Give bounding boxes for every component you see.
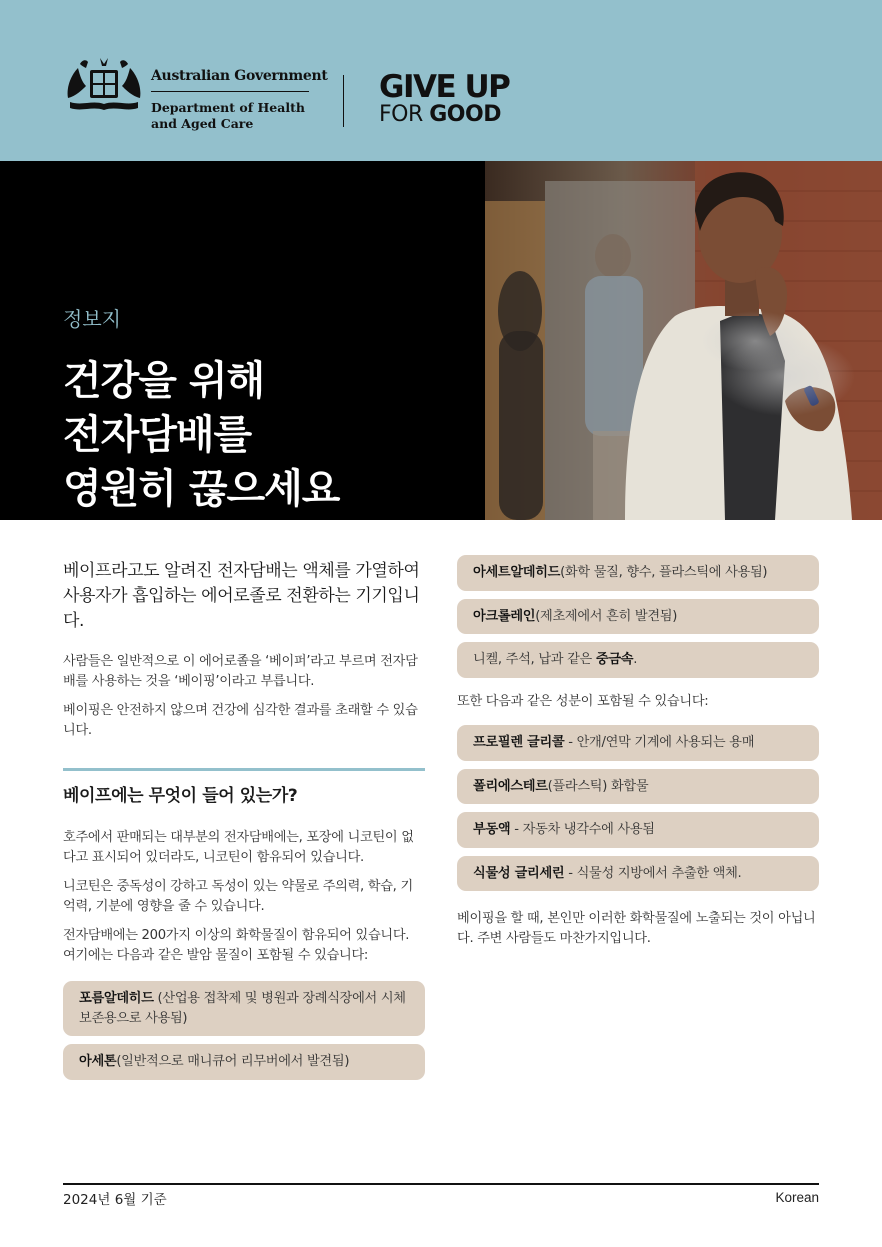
intro-lead: 베이프라고도 알려진 전자담배는 액체를 가열하여 사용자가 흡입하는 에어로졸로 전환하는 기기입니다. (63, 561, 420, 631)
chemical-description: - 안개/연막 기계에 사용되는 용매 (564, 735, 755, 750)
chemical-name: 포름알데히드 (79, 991, 154, 1006)
campaign-line-2 (379, 102, 509, 128)
chemical-prefix: 니켈, 주석, 납과 같은 (473, 652, 596, 667)
coat-of-arms-icon (62, 56, 146, 114)
section-heading: 베이프에는 무엇이 들어 있는가? (63, 786, 298, 806)
chemical-name: 프로필렌 글리콜 (473, 735, 565, 750)
right-column (457, 555, 819, 958)
chemical-description: (산업용 접착제 및 병원과 장례식장에서 시체 보존용으로 사용됨) (79, 991, 406, 1026)
hero-section (0, 161, 882, 520)
chemicals-paragraph: 전자담배에는 200가지 이상의 화학물질이 함유되어 있습니다. 여기에는 다음과 같은 발암 물질이 포함될 수 있습니다: (63, 928, 410, 963)
intro-paragraph-2: 베이핑은 안전하지 않으며 건강에 심각한 결과를 초래할 수 있습니다. (63, 703, 418, 738)
dept-line-1: Department of Health (151, 100, 305, 115)
chemical-name: 중금속 (595, 652, 634, 667)
title-line-2: 전자담배를 (63, 412, 252, 458)
chemical-box-acrolein (457, 599, 819, 635)
fact-sheet-label: 정보지 (63, 307, 121, 331)
chemical-name: 식물성 글리세린 (473, 865, 565, 881)
dept-line-2: and Aged Care (151, 116, 254, 131)
chemical-name: 아세톤 (79, 1054, 117, 1069)
chemical-box-formaldehyde (63, 981, 425, 1036)
closing-paragraph: 베이핑을 할 때, 본인만 이러한 화학물질에 노출되는 것이 아닙니다. 주변 사람들도 마찬가지입니다. (457, 911, 816, 946)
intro-paragraph-1: 사람들은 일반적으로 이 에어로졸을 ‘베이퍼’라고 부르며 전자담배를 사용하는 것을 ‘베이핑’이라고 부릅니다. (63, 654, 418, 689)
chemical-box-propylene-glycol (457, 725, 819, 761)
chemical-description: - 자동차 냉각수에 사용됨 (510, 822, 655, 837)
campaign-for: FOR (379, 102, 430, 127)
footer-date: 2024년 6월 기준 (63, 1192, 167, 1208)
chemical-box-polyester (457, 769, 819, 805)
chemical-description: . (633, 652, 638, 667)
campaign-good: GOOD (429, 102, 501, 127)
nicotine-paragraph-2: 니코틴은 중독성이 강하고 독성이 있는 약물로 주의력, 학습, 기억력, 기분에 영향을 줄 수 있습니다. (63, 879, 413, 914)
hero-photo-man-vaping (485, 161, 882, 520)
footer-divider (63, 1183, 819, 1185)
section-divider (63, 768, 425, 771)
title-line-3: 영원히 끊으세요 (63, 466, 340, 512)
also-contains-text: 또한 다음과 같은 성분이 포함될 수 있습니다: (457, 693, 709, 709)
campaign-logo (379, 69, 510, 128)
chemical-description: - 식물성 지방에서 추출한 액체. (564, 865, 742, 881)
chemical-box-heavy-metals (457, 642, 819, 678)
chemical-name: 아크롤레인 (473, 608, 536, 624)
chemical-name: 부동액 (473, 822, 511, 837)
chemical-description: (화학 물질, 향수, 플라스틱에 사용됨) (560, 565, 768, 580)
chemical-description: (제초제에서 흔히 발견됨) (535, 608, 678, 624)
gov-name: Australian Government (151, 68, 309, 92)
government-wordmark (151, 68, 328, 132)
chemical-description: (플라스틱) 화합물 (547, 778, 649, 794)
chemical-box-glycerine (457, 856, 819, 892)
chemical-box-antifreeze (457, 812, 819, 848)
footer-language: Korean (775, 1190, 819, 1205)
chemical-description: (일반적으로 매니큐어 리무버에서 발견됨) (116, 1054, 350, 1069)
header-banner (0, 0, 882, 161)
page-title (63, 354, 473, 516)
chemical-box-acetaldehyde (457, 555, 819, 591)
chemical-name: 폴리에스테르 (473, 778, 548, 794)
chemical-name: 아세트알데히드 (473, 565, 561, 580)
campaign-line-1: GIVE UP (379, 69, 510, 105)
logo-divider (343, 75, 344, 127)
chemical-box-acetone (63, 1044, 425, 1080)
title-line-1: 건강을 위해 (63, 358, 265, 404)
left-column (63, 555, 425, 1088)
nicotine-paragraph-1: 호주에서 판매되는 대부분의 전자담배에는, 포장에 니코틴이 없다고 표시되어 있더라도, 니코틴이 함유되어 있습니다. (63, 830, 414, 865)
